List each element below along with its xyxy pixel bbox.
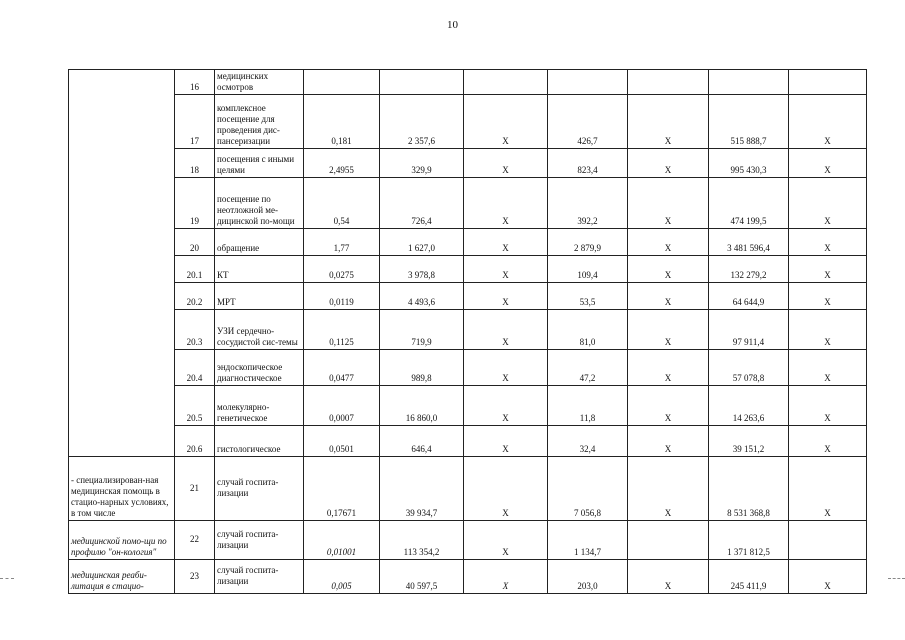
value-cell [548, 70, 628, 95]
value-cell: 11,8 [548, 386, 628, 426]
norm-cell [304, 70, 380, 95]
unit-cell: обращение [215, 229, 304, 256]
norm-cell: 0,0501 [304, 426, 380, 457]
value-cell: X [628, 149, 709, 178]
row-name-cell: медицинская реаби-литация в стацио- [69, 560, 175, 594]
value-cell: 1 134,7 [548, 521, 628, 560]
cost-cell: 1 627,0 [380, 229, 464, 256]
row-number: 16 [175, 70, 215, 95]
norm-cell: 0,181 [304, 95, 380, 149]
unit-cell: гистологическое [215, 426, 304, 457]
table-row [69, 457, 867, 521]
value-cell: X [464, 350, 548, 386]
table-row [69, 310, 867, 350]
cost-cell: 40 597,5 [380, 560, 464, 594]
row-number: 23 [175, 560, 215, 594]
table-row [69, 283, 867, 310]
unit-cell: комплексное посещение для проведения дис-пансеризации [215, 95, 304, 149]
value-cell: X [789, 350, 867, 386]
value-cell: X [628, 457, 709, 521]
value-cell: X [464, 310, 548, 350]
tariff-table [68, 69, 867, 594]
value-cell: 132 279,2 [709, 256, 789, 283]
value-cell: X [464, 229, 548, 256]
value-cell: X [628, 350, 709, 386]
value-cell: 515 888,7 [709, 95, 789, 149]
value-cell: X [464, 560, 548, 594]
value-cell: 1 371 812,5 [709, 521, 789, 560]
value-cell: X [789, 229, 867, 256]
value-cell: X [789, 283, 867, 310]
unit-cell: посещения с иными целями [215, 149, 304, 178]
value-cell: 8 531 368,8 [709, 457, 789, 521]
value-cell: X [628, 283, 709, 310]
norm-cell: 0,0007 [304, 386, 380, 426]
value-cell: 995 430,3 [709, 149, 789, 178]
row-name-cell: медицинской помо-щи по профилю "он-кология" [69, 521, 175, 560]
table-row [69, 149, 867, 178]
value-cell: 109,4 [548, 256, 628, 283]
value-cell: X [464, 283, 548, 310]
table-row [69, 229, 867, 256]
norm-cell: 0,0119 [304, 283, 380, 310]
norm-cell: 2,4955 [304, 149, 380, 178]
unit-cell: случай госпита-лизации [215, 560, 304, 594]
value-cell [789, 70, 867, 95]
value-cell: 81,0 [548, 310, 628, 350]
norm-cell: 0,0275 [304, 256, 380, 283]
norm-cell: 0,005 [304, 560, 380, 594]
row-number: 20.6 [175, 426, 215, 457]
value-cell: X [789, 149, 867, 178]
value-cell: 53,5 [548, 283, 628, 310]
unit-cell: КТ [215, 256, 304, 283]
row-number: 20.4 [175, 350, 215, 386]
page-number: 10 [447, 19, 458, 31]
norm-cell: 0,01001 [304, 521, 380, 560]
value-cell: X [789, 256, 867, 283]
value-cell: 823,4 [548, 149, 628, 178]
value-cell: X [628, 560, 709, 594]
value-cell: 392,2 [548, 178, 628, 229]
unit-cell: случай госпита-лизации [215, 521, 304, 560]
value-cell [464, 70, 548, 95]
value-cell: X [628, 310, 709, 350]
value-cell: X [464, 521, 548, 560]
value-cell: X [464, 95, 548, 149]
value-cell: 64 644,9 [709, 283, 789, 310]
value-cell: X [628, 256, 709, 283]
norm-cell: 0,54 [304, 178, 380, 229]
unit-cell: эндоскопическое диагностическое [215, 350, 304, 386]
norm-cell: 0,1125 [304, 310, 380, 350]
table-row [69, 386, 867, 426]
norm-cell: 1,77 [304, 229, 380, 256]
row-number: 20.5 [175, 386, 215, 426]
table-row [69, 560, 867, 594]
value-cell: X [628, 426, 709, 457]
value-cell: 245 411,9 [709, 560, 789, 594]
value-cell: X [789, 560, 867, 594]
row-number: 18 [175, 149, 215, 178]
value-cell: X [464, 149, 548, 178]
unit-cell: молекулярно-генетическое [215, 386, 304, 426]
cost-cell: 646,4 [380, 426, 464, 457]
table-row [69, 70, 867, 95]
cost-cell: 3 978,8 [380, 256, 464, 283]
cost-cell: 329,9 [380, 149, 464, 178]
value-cell: X [789, 457, 867, 521]
value-cell: 97 911,4 [709, 310, 789, 350]
value-cell: 14 263,6 [709, 386, 789, 426]
value-cell: X [789, 95, 867, 149]
value-cell: 57 078,8 [709, 350, 789, 386]
value-cell: 32,4 [548, 426, 628, 457]
scan-cut-mark [888, 578, 905, 579]
cost-cell: 989,8 [380, 350, 464, 386]
scan-cut-mark [0, 578, 14, 579]
row-number: 20.2 [175, 283, 215, 310]
value-cell [789, 521, 867, 560]
unit-cell: УЗИ сердечно-сосудистой сис-темы [215, 310, 304, 350]
cost-cell: 2 357,6 [380, 95, 464, 149]
table-row [69, 95, 867, 149]
value-cell: X [628, 229, 709, 256]
cost-cell: 113 354,2 [380, 521, 464, 560]
value-cell [628, 521, 709, 560]
row-number: 19 [175, 178, 215, 229]
table-row [69, 521, 867, 560]
row-name-cell [69, 70, 175, 457]
unit-cell: случай госпита-лизации [215, 457, 304, 521]
value-cell: 3 481 596,4 [709, 229, 789, 256]
table-row [69, 350, 867, 386]
cost-cell: 719,9 [380, 310, 464, 350]
row-number: 20.1 [175, 256, 215, 283]
cost-cell: 4 493,6 [380, 283, 464, 310]
value-cell: X [464, 386, 548, 426]
row-number: 20 [175, 229, 215, 256]
row-number: 21 [175, 457, 215, 521]
value-cell: X [789, 178, 867, 229]
value-cell: 426,7 [548, 95, 628, 149]
table-row [69, 178, 867, 229]
value-cell [709, 70, 789, 95]
value-cell: X [789, 310, 867, 350]
value-cell: X [464, 178, 548, 229]
value-cell: X [464, 426, 548, 457]
row-number: 22 [175, 521, 215, 560]
value-cell: X [628, 178, 709, 229]
value-cell: 39 151,2 [709, 426, 789, 457]
value-cell: X [464, 457, 548, 521]
cost-cell: 726,4 [380, 178, 464, 229]
value-cell: X [628, 95, 709, 149]
table-row [69, 256, 867, 283]
unit-cell: посещение по неотложной ме-дицинской по-мощи [215, 178, 304, 229]
norm-cell: 0,17671 [304, 457, 380, 521]
value-cell: 203,0 [548, 560, 628, 594]
unit-cell: МРТ [215, 283, 304, 310]
row-number: 17 [175, 95, 215, 149]
value-cell: X [789, 386, 867, 426]
row-number: 20.3 [175, 310, 215, 350]
value-cell: 47,2 [548, 350, 628, 386]
norm-cell: 0,0477 [304, 350, 380, 386]
value-cell: X [464, 256, 548, 283]
value-cell: 2 879,9 [548, 229, 628, 256]
cost-cell [380, 70, 464, 95]
value-cell: X [789, 426, 867, 457]
value-cell [628, 70, 709, 95]
cost-cell: 39 934,7 [380, 457, 464, 521]
row-name-cell: - специализирован-ная медицинская помощь в стацио-нарных условиях, в том числе [69, 457, 175, 521]
unit-cell: медицинских осмотров [215, 70, 304, 95]
table-row [69, 426, 867, 457]
value-cell: 7 056,8 [548, 457, 628, 521]
value-cell: X [628, 386, 709, 426]
cost-cell: 16 860,0 [380, 386, 464, 426]
value-cell: 474 199,5 [709, 178, 789, 229]
